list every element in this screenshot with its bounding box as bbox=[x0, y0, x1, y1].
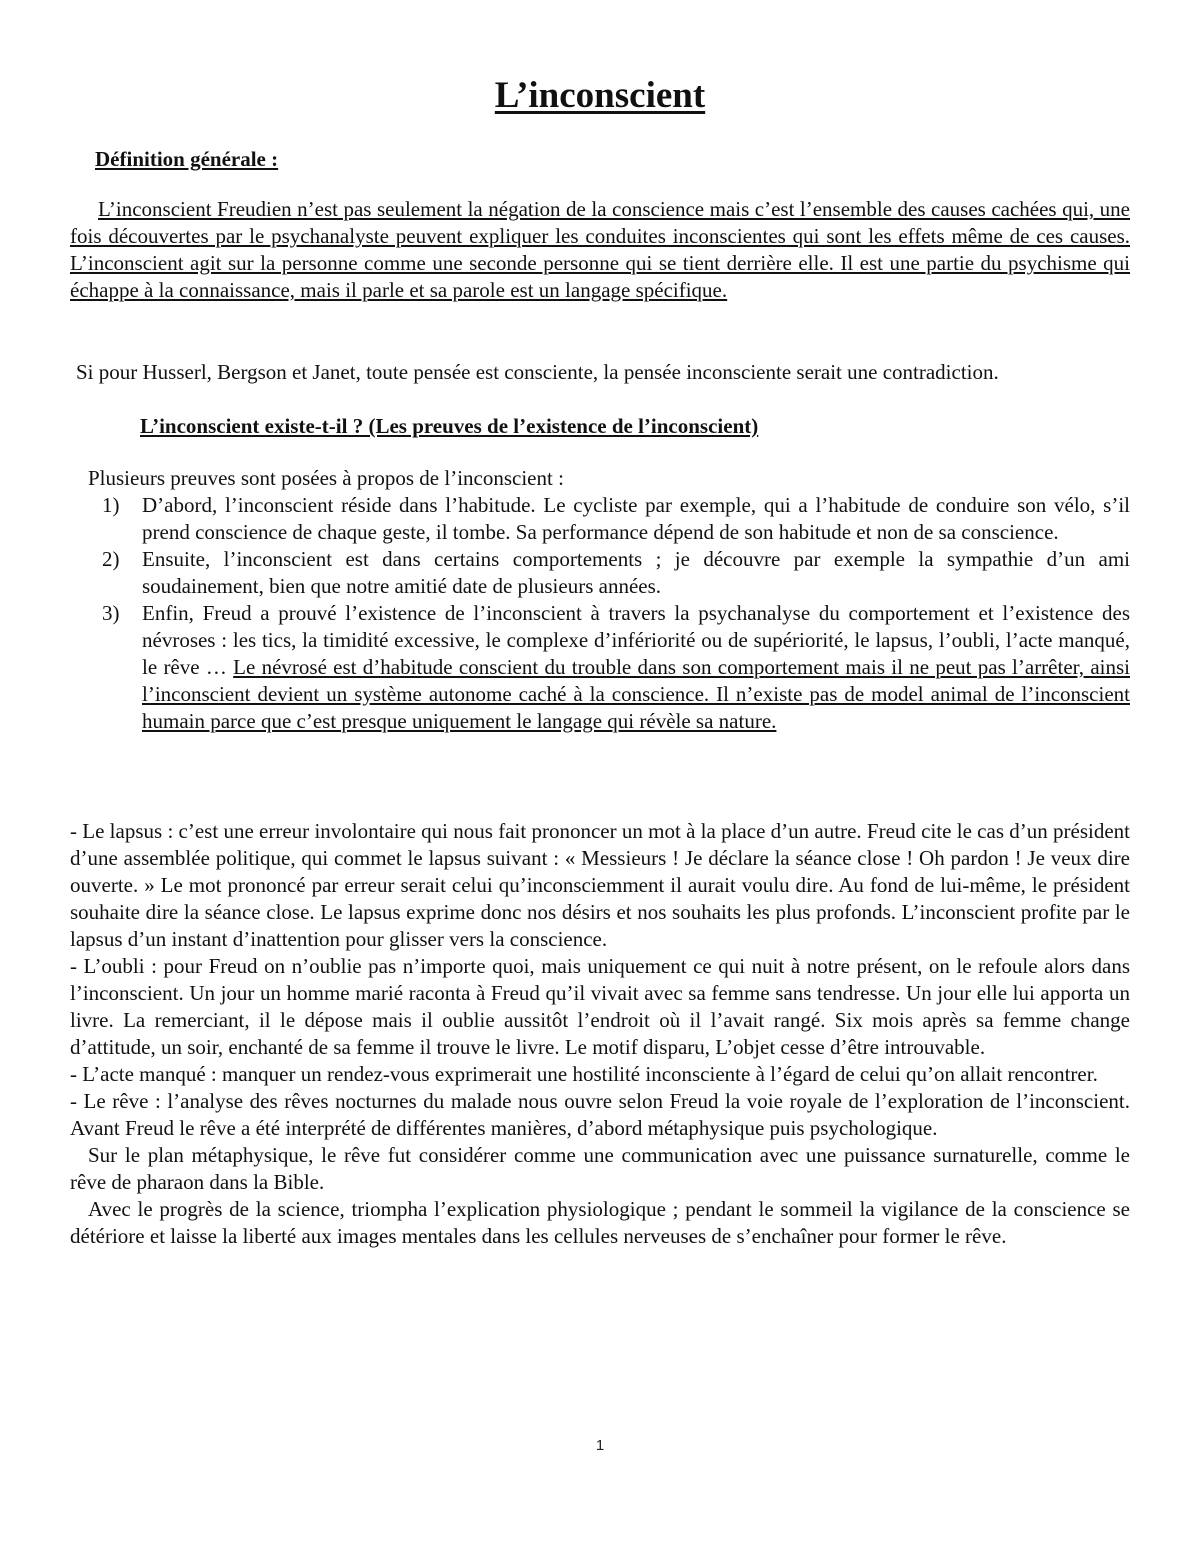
page-title: L’inconscient bbox=[494, 75, 706, 116]
list-item bbox=[70, 600, 1130, 735]
list-item-number: 2) bbox=[102, 547, 120, 571]
preuves-intro: Plusieurs preuves sont posées à propos de l’inconscient : bbox=[88, 466, 564, 490]
list-item-text: Ensuite, l’inconscient est dans certains comportements ; je découvre par exemple la sympathie d’un ami soudainement, bien que notre amitié date de plusieurs années. bbox=[142, 547, 1130, 598]
definition-paragraph: L’inconscient Freudien n’est pas seulement la négation de la conscience mais c’est l’ensemble des causes cachées qui, une fois découvertes par le psychanalyste peuvent expliquer les conduites inconscientes qui sont les effets même de ces causes. L’inconscient agit sur la personne comme une seconde personne qui se tient derrière elle. Il est une partie du psychisme qui échappe à la connaissance, mais il parle et sa parole est un langage spécifique. bbox=[70, 197, 1130, 302]
list-item-number: 1) bbox=[102, 493, 120, 517]
lapsus-paragraph: - Le lapsus : c’est une erreur involontaire qui nous fait prononcer un mot à la place d’un autre. Freud cite le cas d’un président d’une assemblée politique, qui commet le lapsus suivant : « Messieurs ! Je déclare la séance close ! Oh pardon ! Je veux dire ouverte. » Le mot prononcé par erreur serait celui qu’inconsciemment il aurait voulu dire. Au fond de lui-même, le président souhaite dire la séance close. Le lapsus exprime donc nos désirs et nos souhaits les plus profonds. L’inconscient profite par le lapsus d’un instant d’inattention pour glisser vers la conscience. bbox=[70, 819, 1130, 951]
list-item-number: 3) bbox=[102, 601, 120, 625]
reve-paragraph: - Le rêve : l’analyse des rêves nocturnes du malade nous ouvre selon Freud la voie royale de l’exploration de l’inconscient. Avant Freud le rêve a été interprété de différentes manières, d’abord métaphysique puis psychologique. bbox=[70, 1089, 1130, 1140]
reve-metaphysique-paragraph: Sur le plan métaphysique, le rêve fut considérer comme une communication avec une puissance surnaturelle, comme le rêve de pharaon dans la Bible. bbox=[70, 1143, 1130, 1194]
list-item bbox=[70, 492, 1130, 546]
definition-heading: Définition générale : bbox=[95, 147, 279, 171]
husserl-paragraph: Si pour Husserl, Bergson et Janet, toute pensée est consciente, la pensée inconsciente serait une contradiction. bbox=[76, 360, 999, 384]
preuves-list bbox=[70, 492, 1130, 735]
list-item bbox=[70, 546, 1130, 600]
examples-section bbox=[70, 818, 1130, 1250]
oubli-paragraph: - L’oubli : pour Freud on n’oublie pas n’importe quoi, mais uniquement ce qui nuit à notre présent, on le refoule alors dans l’inconscient. Un jour un homme marié raconta à Freud qu’il vivait avec sa femme sans tendresse. Un jour elle lui apporta un livre. La remerciant, il le dépose mais il oublie aussitôt l’endroit où il l’avait rangé. Six mois après sa femme change d’attitude, un soir, enchanté de sa femme il trouve le livre. Le motif disparu, L’objet cesse d’être introuvable. bbox=[70, 954, 1130, 1059]
reve-physiologique-paragraph: Avec le progrès de la science, triompha l’explication physiologique ; pendant le sommeil la vigilance de la conscience se détériore et laisse la liberté aux images mentales dans les cellules nerveuses de s’enchaîner pour former le rêve. bbox=[70, 1197, 1130, 1248]
list-item-text: D’abord, l’inconscient réside dans l’habitude. Le cycliste par exemple, qui a l’habitude de conduire son vélo, s’il prend conscience de chaque geste, il tombe. Sa performance dépend de son habitude et non de sa conscience. bbox=[142, 493, 1130, 544]
list-item-text: Enfin, Freud a prouvé l’existence de l’inconscient à travers la psychanalyse du comportement et l’existence des névroses : les tics, la timidité excessive, le complexe d’infériorité ou de supériorité, le lapsus, l’oubli, l’acte manqué, le rêve … bbox=[142, 601, 1130, 679]
page-number: 1 bbox=[595, 1437, 605, 1454]
acte-manque-paragraph: - L’acte manqué : manquer un rendez-vous exprimerait une hostilité inconsciente à l’égard de celui qu’on allait rencontrer. bbox=[70, 1062, 1098, 1086]
list-item-underlined-text: Le névrosé est d’habitude conscient du trouble dans son comportement mais il ne peut pas l’arrêter, ainsi l’inconscient devient un système autonome caché à la conscience. Il n’existe pas de model animal de l’inconscient humain parce que c’est presque uniquement le langage qui révèle sa nature. bbox=[142, 655, 1131, 733]
existence-heading: L’inconscient existe-t-il ? (Les preuves de l’existence de l’inconscient) bbox=[140, 414, 759, 438]
